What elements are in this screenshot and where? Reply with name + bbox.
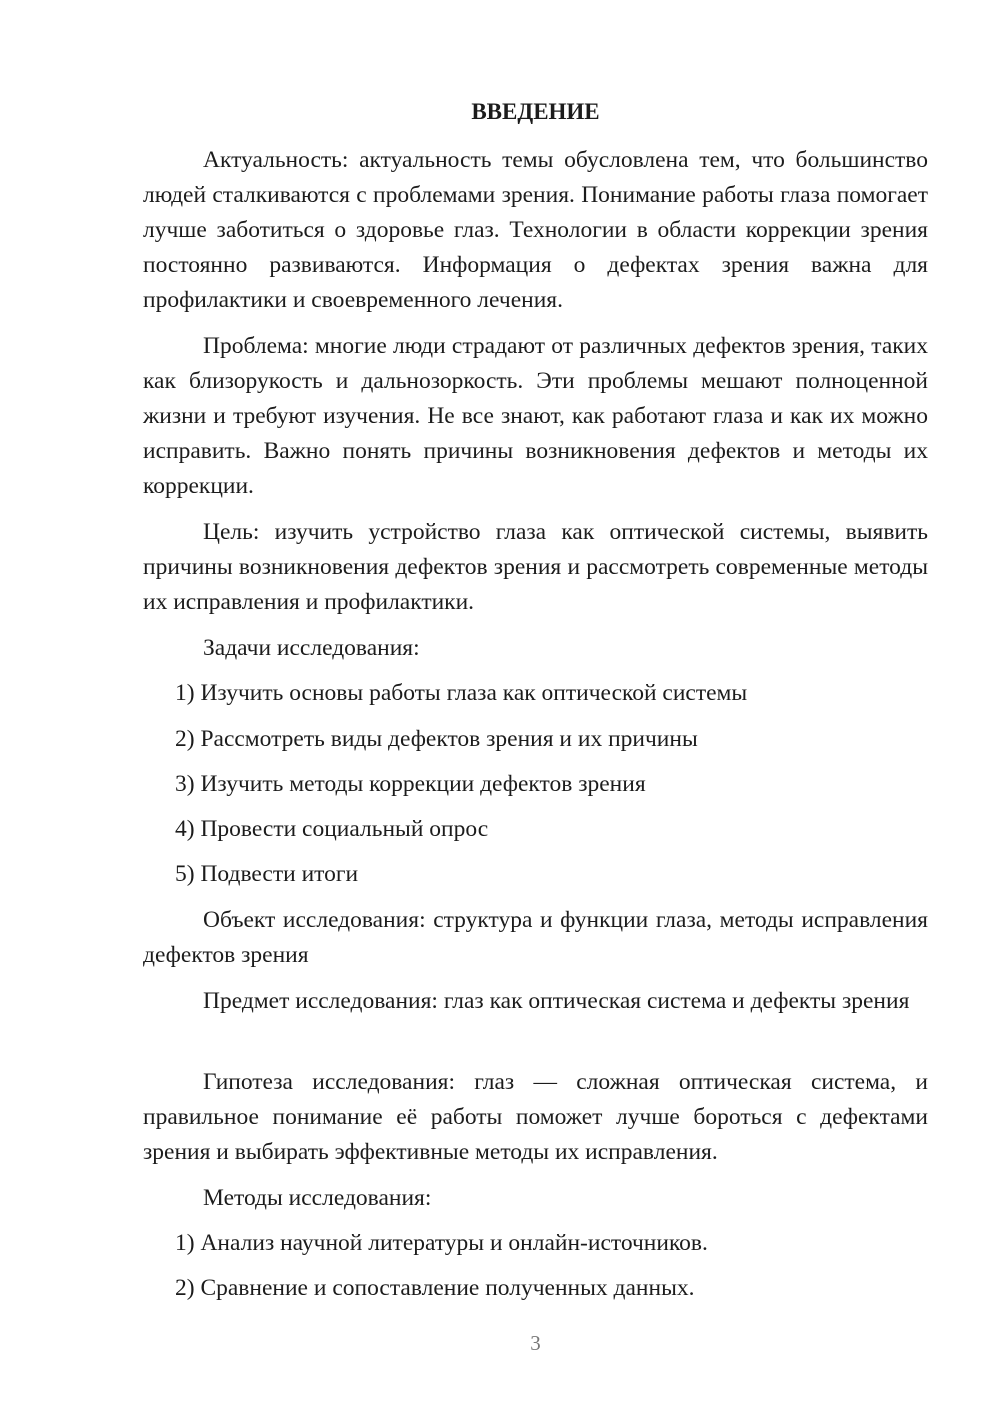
section-title: ВВЕДЕНИЕ [471, 99, 600, 124]
task-item-4: 4) Провести социальный опрос [175, 816, 489, 842]
task-item-1: 1) Изучить основы работы глаза как оптической системы [175, 680, 748, 706]
paragraph-goal: Цель: изучить устройство глаза как оптической системы, выявить причины возникновения дефектов зрения и рассмотреть современные методы их исправления и профилактики. [143, 519, 928, 615]
task-item-3: 3) Изучить методы коррекции дефектов зрения [175, 771, 646, 797]
paragraph-problem: Проблема: многие люди страдают от различных дефектов зрения, таких как близорукость и дальнозоркость. Эти проблемы мешают полноценной жизни и требуют изучения. Не все знают, как работают глаза и как их можно исправить. Важно понять причины возникновения дефектов и методы их коррекции. [143, 333, 928, 499]
method-item-1: 1) Анализ научной литературы и онлайн-источников. [175, 1230, 708, 1256]
method-item-2: 2) Сравнение и сопоставление полученных данных. [175, 1275, 695, 1301]
page-number: 3 [530, 1331, 541, 1355]
tasks-heading: Задачи исследования: [203, 635, 420, 661]
paragraph-subject: Предмет исследования: глаз как оптическая система и дефекты зрения [203, 988, 910, 1014]
task-item-2: 2) Рассмотреть виды дефектов зрения и их причины [175, 726, 698, 752]
task-item-5: 5) Подвести итоги [175, 861, 359, 887]
paragraph-relevance: Актуальность: актуальность темы обусловлена тем, что большинство людей сталкиваются с проблемами зрения. Понимание работы глаза помогает лучше заботиться о здоровье глаз. Технологии в области коррекции зрения постоянно развиваются. Информация о дефектах зрения важна для профилактики и своевременного лечения. [143, 147, 928, 313]
methods-heading: Методы исследования: [203, 1185, 432, 1211]
paragraph-hypothesis: Гипотеза исследования: глаз — сложная оптическая система, и правильное понимание её работы поможет лучше бороться с дефектами зрения и выбирать эффективные методы их исправления. [143, 1069, 928, 1165]
paragraph-object: Объект исследования: структура и функции глаза, методы исправления дефектов зрения [143, 907, 928, 968]
document-page [143, 0, 928, 1414]
